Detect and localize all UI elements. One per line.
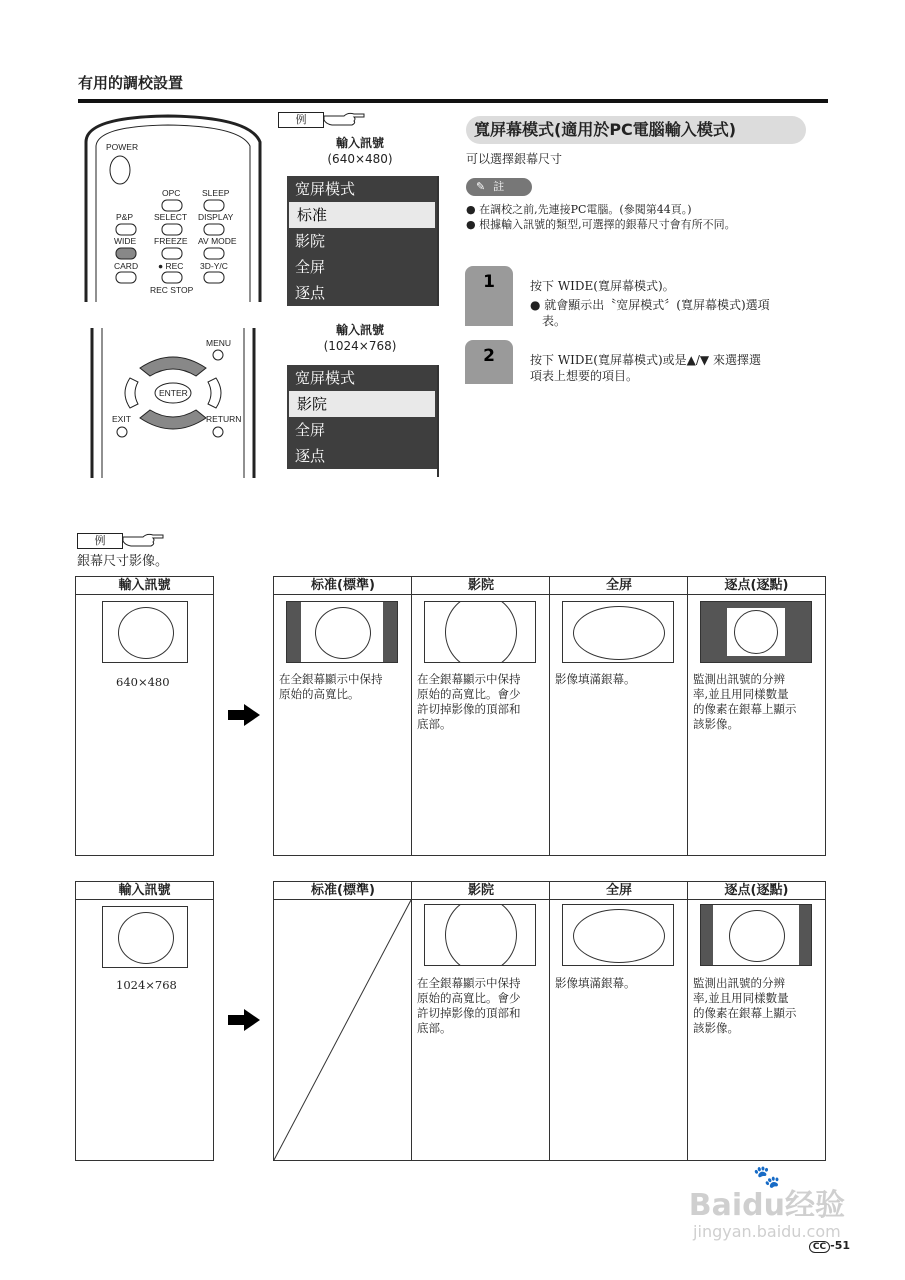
svg-text:WIDE: WIDE (114, 236, 137, 246)
screen-dot-by-dot (700, 904, 812, 966)
note-line: ● 在調校之前,先連接PC電腦。(參閱第44頁。) (466, 203, 692, 216)
menu1-item[interactable]: 标准 (289, 202, 435, 228)
svg-text:SLEEP: SLEEP (202, 188, 230, 198)
menu1-item[interactable]: 全屏 (295, 258, 326, 276)
example-tag-2 (77, 531, 167, 551)
menu1-signal: 輸入訊號 (640×480) (327, 136, 393, 166)
wide-button[interactable] (116, 248, 136, 259)
table1-desc: 影像填滿銀幕。 (555, 672, 636, 686)
opc-button[interactable] (162, 200, 182, 211)
screen-cinema (424, 601, 536, 663)
svg-text:FREEZE: FREEZE (154, 236, 188, 246)
menu2-item[interactable]: 逐点 (295, 447, 326, 465)
right-button[interactable] (208, 378, 221, 408)
svg-text:AV MODE: AV MODE (198, 236, 237, 246)
table1-desc: 在全銀幕顯示中保持 原始的高寬比。會少 許切掉影像的頂部和 底部。 (417, 672, 521, 731)
svg-text:CARD: CARD (114, 261, 139, 271)
display-button[interactable] (204, 224, 224, 235)
menu2-signal: 輸入訊號 (1024×768) (323, 323, 397, 353)
example-label: 例 (77, 533, 123, 549)
power-label: POWER (106, 142, 139, 152)
watermark: 🐾 Baidu经验 jingyan.baidu.com (688, 1165, 845, 1241)
screen-full (562, 601, 674, 663)
table2-desc: 監測出訊號的分辨 率,並且用同樣數量 的像素在銀幕上顯示 該影像。 (693, 976, 797, 1035)
left-button[interactable] (125, 378, 138, 408)
top-rule (78, 99, 828, 103)
menu1-edge (437, 176, 439, 306)
mode-heading: 寬屏幕模式(適用於PC電腦輸入模式) (466, 116, 806, 144)
card-button[interactable] (116, 272, 136, 283)
table2-input-header: 輸入訊號 (76, 882, 213, 900)
table1-header: 标准(標準) (274, 577, 412, 595)
menu2 (287, 365, 437, 469)
menu2-edge (437, 365, 439, 477)
step-1-text: 按下 WIDE(寬屏幕模式)。 ● 就會顯示出〝宽屏模式〞(寬屏幕模式)選項 表。 (530, 279, 770, 328)
page-number: CC -51 (809, 1239, 850, 1253)
av-mode-button[interactable] (204, 248, 224, 259)
pointing-hand-icon (121, 531, 165, 549)
svg-text:EXIT: EXIT (112, 414, 131, 424)
step-1-number: 1 (483, 272, 495, 292)
remote-nav-illustration (78, 328, 268, 478)
table1-desc: 監測出訊號的分辨 率,並且用同樣數量 的像素在銀幕上顯示 該影像。 (693, 672, 797, 731)
example-label: 例 (278, 112, 324, 128)
pointing-hand-icon (322, 110, 366, 128)
menu2-item[interactable]: 全屏 (295, 421, 326, 439)
svg-text:● REC: ● REC (158, 261, 184, 271)
table2-desc: 在全銀幕顯示中保持 原始的高寬比。會少 許切掉影像的頂部和 底部。 (417, 976, 521, 1035)
svg-text:MENU: MENU (206, 338, 232, 348)
up-button[interactable] (140, 357, 206, 376)
table1-header: 全屏 (550, 577, 688, 595)
svg-text:ENTER: ENTER (159, 388, 188, 398)
table2-header: 全屏 (550, 882, 688, 900)
screen-full (562, 904, 674, 966)
menu1 (287, 176, 437, 306)
table2-desc: 影像填滿銀幕。 (555, 976, 636, 990)
table2-modes (273, 881, 826, 1161)
freeze-button[interactable] (162, 248, 182, 259)
table2-header: 影院 (412, 882, 550, 900)
exit-button[interactable] (117, 427, 127, 437)
svg-text:REC STOP: REC STOP (150, 285, 194, 295)
rec-button[interactable] (162, 272, 182, 283)
screen-cinema (424, 904, 536, 966)
table2-header: 逐点(逐點) (688, 882, 825, 900)
pencil-icon: ✎ (476, 180, 486, 193)
svg-text:P&P: P&P (116, 212, 134, 222)
example-caption: 銀幕尺寸影像。 (77, 554, 169, 569)
note-line: ● 根據輸入訊號的類型,可選擇的銀幕尺寸會有所不同。 (466, 218, 736, 231)
step-2-text: 按下 WIDE(寬屏幕模式)或是▲/▼ 來選擇選 項表上想要的項目。 (530, 353, 761, 383)
svg-text:RETURN: RETURN (206, 414, 242, 424)
pp-button[interactable] (116, 224, 136, 235)
3d-yc-button[interactable] (204, 272, 224, 283)
step-2-number: 2 (483, 346, 495, 366)
menu2-title: 宽屏模式 (295, 369, 356, 387)
input-screen (102, 906, 188, 968)
table1-header: 逐点(逐點) (688, 577, 825, 595)
down-button[interactable] (140, 410, 206, 429)
table2-input (75, 881, 214, 1161)
table2-header: 标准(標準) (274, 882, 412, 900)
menu1-title: 宽屏模式 (295, 180, 356, 198)
table1-modes (273, 576, 826, 856)
table1-input-header: 輸入訊號 (76, 577, 213, 595)
return-button[interactable] (213, 427, 223, 437)
section-title: 有用的調校設置 (78, 74, 184, 92)
cc-icon: CC (809, 1241, 830, 1253)
sleep-button[interactable] (204, 200, 224, 211)
svg-text:DISPLAY: DISPLAY (198, 212, 234, 222)
not-available-slash (274, 900, 411, 1160)
menu1-item[interactable]: 逐点 (295, 284, 326, 302)
remote-illustration (78, 112, 268, 304)
select-button[interactable] (162, 224, 182, 235)
screen-normal (286, 601, 398, 663)
table1-input (75, 576, 214, 856)
example-tag-1 (278, 110, 368, 130)
menu1-item[interactable]: 影院 (295, 232, 326, 250)
table2-input-value: 1024×768 (116, 978, 177, 992)
svg-text:SELECT: SELECT (154, 212, 188, 222)
table1-input-value: 640×480 (116, 675, 170, 689)
svg-text:3D-Y/C: 3D-Y/C (200, 261, 228, 271)
arrow-right-icon (228, 1009, 260, 1031)
table1-desc: 在全銀幕顯示中保持 原始的高寬比。 (279, 672, 383, 701)
power-button[interactable] (110, 156, 130, 184)
note-tag: ✎ 註 (466, 178, 532, 196)
svg-text:OPC: OPC (162, 188, 181, 198)
menu2-item[interactable]: 影院 (289, 391, 435, 417)
paw-icon: 🐾 (753, 1165, 781, 1190)
input-screen (102, 601, 188, 663)
menu-button[interactable] (213, 350, 223, 360)
arrow-right-icon (228, 704, 260, 726)
table1-header: 影院 (412, 577, 550, 595)
mode-subtitle: 可以選擇銀幕尺寸 (466, 152, 563, 166)
screen-dot-by-dot (700, 601, 812, 663)
